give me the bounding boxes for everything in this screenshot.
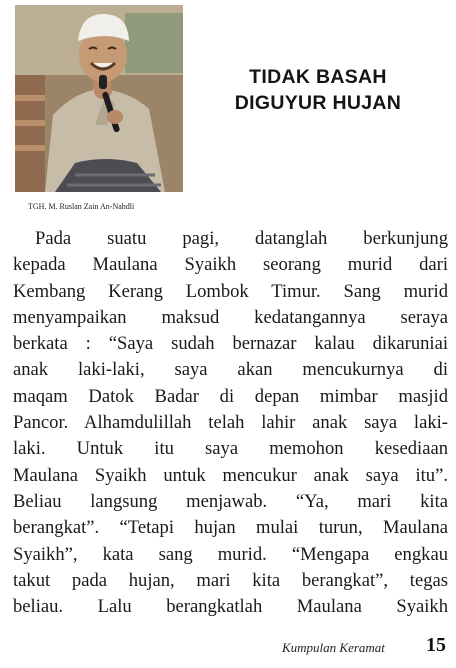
body-line: maqam Datok Badar di depan mimbar masjid	[13, 385, 448, 407]
body-line: kepada Maulana Syaikh seorang murid dari	[13, 254, 448, 276]
article-title	[200, 64, 436, 116]
title-line-1: TIDAK BASAH	[249, 66, 387, 88]
body-line: takut pada hujan, mari kita berangkat”, tegas	[13, 569, 448, 591]
portrait-photo	[15, 5, 183, 192]
portrait-illustration	[15, 5, 183, 192]
body-line: Kembang Kerang Lombok Timur. Sang murid	[13, 280, 448, 302]
page-footer	[282, 636, 450, 660]
body-line: berkata : “Saya sudah bernazar kalau dikaruniai	[13, 333, 448, 355]
body-line: anak laki-laki, saya akan mencukurnya di	[13, 359, 448, 381]
article-body	[13, 226, 448, 620]
body-line: Pancor. Alhamdulillah telah lahir anak saya laki-	[13, 412, 448, 434]
body-line: beliau. Lalu berangkatlah Maulana Syaikh	[13, 596, 448, 618]
body-line: Pada suatu pagi, datanglah berkunjung	[35, 228, 448, 249]
body-line: Beliau langsung menjawab. “Ya, mari kita	[13, 490, 448, 512]
title-line-2: DIGUYUR HUJAN	[234, 92, 402, 114]
photo-caption: TGH. M. Ruslan Zain An-Nahdli	[28, 202, 135, 211]
book-title: Kumpulan Keramat	[282, 640, 385, 655]
body-line: Syaikh”, kata sang murid. “Mengapa engkau	[13, 543, 448, 565]
body-line: Maulana Syaikh untuk mencukur anak saya itu”.	[13, 464, 448, 486]
body-line: menyampaikan maksud kedatangannya seraya	[13, 306, 448, 328]
body-line: laki. Untuk itu saya memohon kesediaan	[13, 438, 448, 460]
page-number: 15	[426, 634, 446, 656]
body-line: berangkat”. “Tetapi hujan mulai turun, Maulana	[13, 517, 448, 539]
